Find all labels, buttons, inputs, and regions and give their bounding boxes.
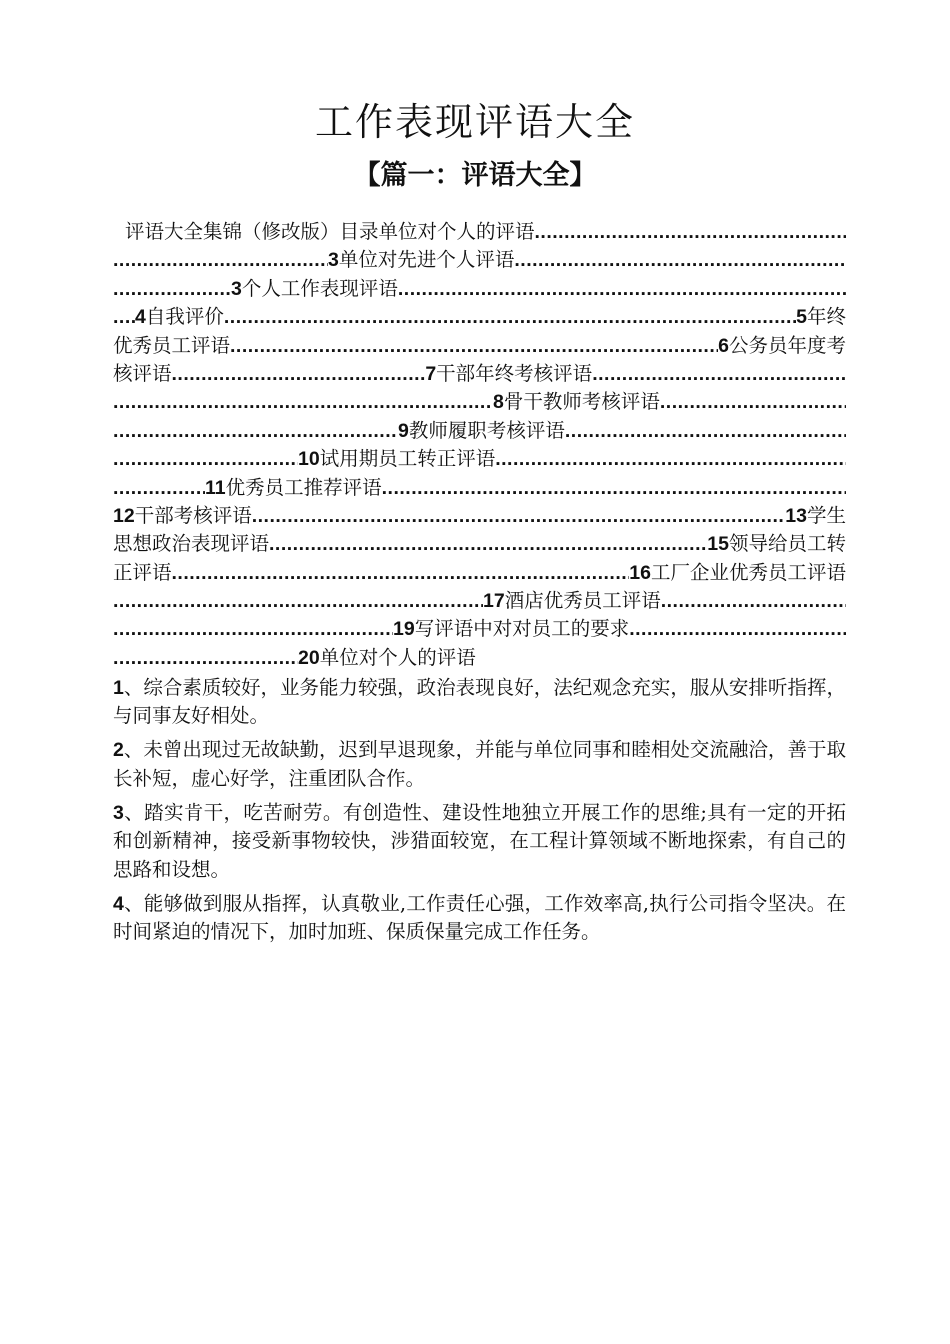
toc-page-number: 9 (398, 419, 409, 442)
toc-leader (113, 474, 205, 502)
toc-line (113, 332, 846, 360)
toc-leader (398, 275, 846, 303)
toc-line (113, 246, 846, 274)
toc-leader (113, 246, 328, 274)
document-subtitle: 【篇一：评语大全】 (353, 160, 597, 191)
list-item (113, 736, 846, 793)
toc-leader (495, 445, 846, 473)
toc-text: 干部年终考核评语 (436, 361, 593, 385)
toc-page-number: 16 (629, 561, 651, 584)
toc-text: 工厂企业优秀员工评语 (650, 560, 846, 584)
toc-line (113, 388, 846, 416)
toc-leader (629, 615, 846, 643)
toc-leader (565, 417, 846, 445)
toc-line (113, 615, 846, 643)
item-text: 、综合素质较好，业务能力较强，政治表现良好，法纪观念充实，服从安排听指挥，与同事友好相处。 (113, 676, 846, 728)
toc-line (113, 275, 846, 303)
toc-leader (113, 303, 135, 331)
toc-leader (535, 218, 846, 246)
toc-leader (113, 615, 393, 643)
toc-line (113, 474, 846, 502)
toc-leader (252, 502, 786, 530)
item-number: 2 (113, 739, 124, 762)
toc-text: 个人工作表现评语 (241, 276, 398, 300)
item-text: 、未曾出现过无故缺勤，迟到早退现象，并能与单位同事和睦相处交流融洽，善于取长补短，虚心好学，注重团队合作。 (113, 738, 846, 790)
toc-leader (230, 332, 718, 360)
toc-text: 单位对先进个人评语 (338, 248, 515, 272)
toc-page-number: 5 (796, 306, 807, 329)
toc-leader (113, 388, 493, 416)
toc-leader (660, 388, 846, 416)
toc-text: 单位对个人的评语 (319, 645, 476, 669)
toc-leader (113, 417, 398, 445)
toc-leader (172, 559, 630, 587)
toc-text: 酒店优秀员工评语 (504, 589, 661, 613)
toc-line (113, 445, 846, 473)
item-number: 3 (113, 801, 124, 824)
toc-text: 思想政治表现评语 (113, 532, 270, 556)
toc-leader (113, 275, 231, 303)
document-title: 工作表现评语大全 (314, 100, 635, 144)
toc-text: 公务员年度考 (728, 333, 846, 357)
toc-page-number: 15 (707, 533, 729, 556)
item-number: 4 (113, 892, 124, 915)
toc-leader (382, 474, 846, 502)
toc-page-number: 20 (298, 646, 320, 669)
toc-leader (113, 644, 298, 672)
item-number: 1 (113, 677, 124, 699)
toc-text: 领导给员工转 (728, 532, 846, 556)
toc-text: 评语大全集锦（修改版）目录单位对个人的评语 (125, 220, 535, 243)
toc-leader (661, 587, 846, 615)
toc-leader (592, 360, 846, 388)
toc-text: 自我评价 (145, 305, 224, 329)
comment-list (113, 674, 846, 952)
toc-page-number: 3 (231, 277, 242, 300)
table-of-contents (113, 218, 846, 672)
toc-text: 教师履职考核评语 (408, 418, 565, 442)
toc-leader (113, 445, 298, 473)
toc-line (113, 417, 846, 445)
toc-text: 正评语 (113, 560, 172, 584)
toc-text: 骨干教师考核评语 (503, 390, 660, 414)
toc-line (113, 360, 846, 388)
toc-line (113, 502, 846, 530)
list-item (113, 674, 846, 731)
toc-page-number: 6 (718, 334, 729, 357)
toc-text: 优秀员工评语 (113, 333, 231, 357)
toc-page-number: 13 (785, 504, 807, 527)
toc-leader (269, 530, 707, 558)
toc-page-number: 12 (113, 504, 135, 527)
toc-line (113, 559, 846, 587)
toc-text: 试用期员工转正评语 (319, 447, 496, 471)
list-item (113, 890, 846, 947)
toc-line (113, 530, 846, 558)
toc-page-number: 10 (298, 448, 320, 471)
item-text: 、能够做到服从指挥，认真敬业,工作责任心强，工作效率高,执行公司指令坚决。在时间紧迫的情况下，加时加班、保质保量完成工作任务。 (113, 891, 846, 944)
toc-line (113, 303, 846, 331)
toc-page-number: 17 (483, 590, 505, 613)
toc-leader (172, 360, 426, 388)
toc-text: 干部考核评语 (134, 503, 252, 527)
toc-leader (113, 587, 483, 615)
toc-text: 写评语中对对员工的要求 (414, 617, 630, 641)
toc-line (113, 644, 846, 672)
toc-page-number: 4 (135, 306, 146, 329)
toc-page-number: 8 (493, 391, 504, 414)
toc-page-number: 11 (205, 476, 226, 499)
toc-text: 年终 (806, 305, 846, 329)
toc-text: 学生 (806, 503, 846, 527)
item-text: 、踏实肯干，吃苦耐劳。有创造性、建设性地独立开展工作的思维;具有一定的开拓和创新精神，接受新事物较快，涉猎面较宽，在工程计算领域不断地探索，有自己的思路和设想。 (113, 800, 846, 881)
toc-text: 优秀员工推荐评语 (225, 475, 382, 499)
toc-page-number: 19 (393, 618, 415, 641)
toc-leader (514, 246, 846, 274)
toc-leader (224, 303, 796, 331)
toc-page-number: 3 (328, 249, 339, 272)
list-item (113, 799, 846, 884)
toc-line (113, 587, 846, 615)
toc-text: 核评语 (113, 361, 172, 385)
toc-page-number: 7 (425, 362, 437, 385)
toc-line (113, 218, 846, 246)
